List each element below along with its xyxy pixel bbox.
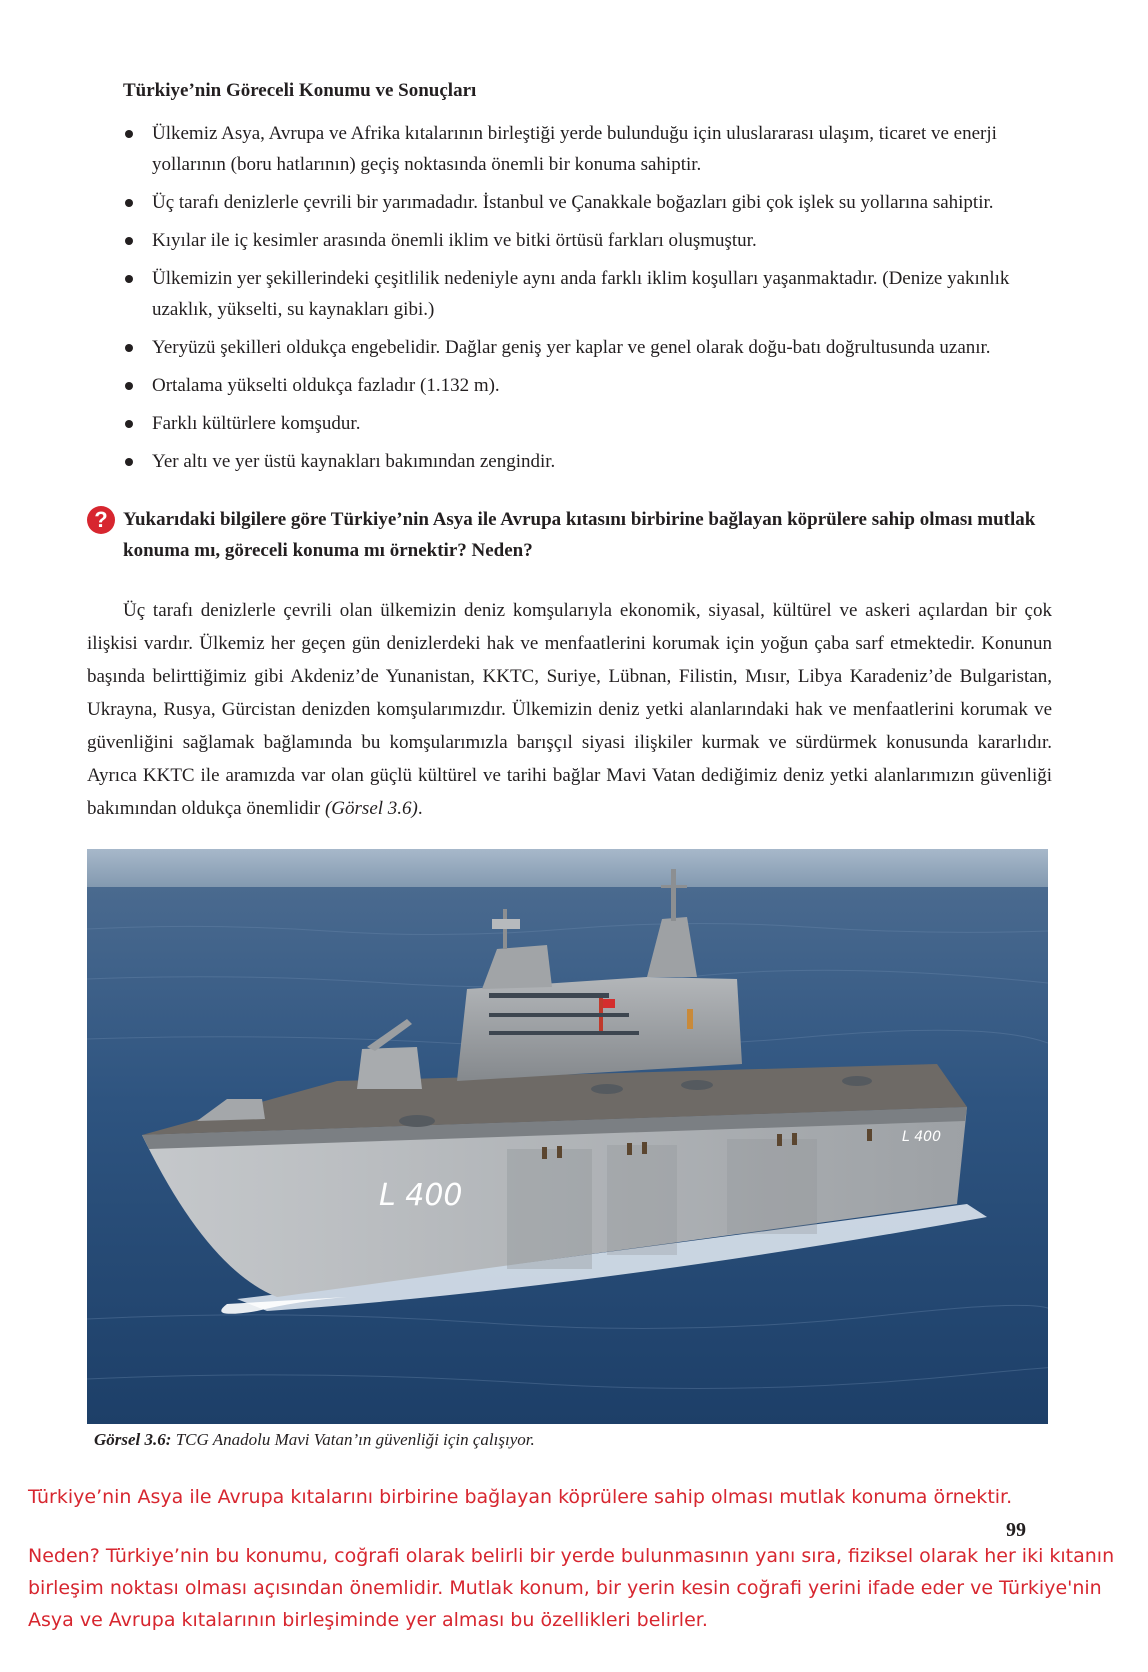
bullet-item [123, 263, 1048, 325]
question-text: Yukarıdaki bilgilere göre Türkiye’nin Asya ile Avrupa kıtasını birbirine bağlayan köprülere sahip olması mutlak konuma mı, göreceli konuma mı örnektir? Neden? [123, 509, 1036, 561]
bullet-text: Yeryüzü şekilleri oldukça engebelidir. Dağlar geniş yer kaplar ve genel olarak doğu-batı doğrultusunda uzanır. [152, 337, 991, 358]
mast-yard [661, 885, 687, 888]
figure-caption [94, 1430, 535, 1450]
bullet-text: Ülkemizin yer şekillerindeki çeşitlilik nedeniyle aynı anda farklı iklim koşulları yaşanmaktadır. (Denize yakınlık uzaklık, yükselti, su kaynakları gibi.) [152, 268, 1010, 320]
hull-number-bow: L 400 [379, 1178, 463, 1213]
flag [603, 999, 615, 1008]
bullet-item [123, 446, 1048, 477]
bullet-dot-icon [125, 237, 133, 245]
bullet-dot-icon [125, 275, 133, 283]
page-number: 99 [1006, 1519, 1026, 1541]
bullet-dot-icon [125, 130, 133, 138]
caption-label: Görsel 3.6: [94, 1430, 172, 1449]
question-block [87, 504, 1052, 566]
radar [492, 919, 520, 929]
bullet-dot-icon [125, 344, 133, 352]
bullet-text: Ülkemiz Asya, Avrupa ve Afrika kıtalarının birleştiği yerde bulunduğu için uluslararası ulaşım, ticaret ve enerji yollarının (boru hatlarının) geçiş noktasında önemli bir konuma sahiptir. [152, 123, 997, 175]
bullet-dot-icon [125, 382, 133, 390]
answer-reason-line: Asya ve Avrupa kıtalarının birleşiminde yer alması bu özellikleri belirler. [28, 1609, 708, 1631]
main-mast [671, 869, 676, 921]
answer-reason-line: birleşim noktası olması açısından önemlidir. Mutlak konum, bir yerin kesin coğrafi yerini ifade eder ve Türkiye'nin [28, 1577, 1102, 1599]
paragraph-end: . [417, 798, 423, 819]
bullet-item [123, 225, 1048, 256]
bullet-item [123, 118, 1048, 180]
bullet-dot-icon [125, 420, 133, 428]
section-heading: Türkiye’nin Göreceli Konumu ve Sonuçları [123, 80, 477, 101]
funnel-band [687, 1009, 693, 1029]
question-icon: ? [87, 506, 115, 534]
paragraph-text: Üç tarafı denizlerle çevrili olan ülkemizin deniz komşularıyla ekonomik, siyasal, kültürel ve askeri açılardan bir çok ilişkisi vardır. Ülkemiz her geçen gün denizlerdeki hak ve menfaatlerini korumak için yoğun çaba sarf etmektedir. Konunun başında belirttiğimiz gibi Akdeniz’de Yunanistan, KKTC, Suriye, Lübnan, Filistin, Mısır, Libya Karadeniz’de Bulgaristan, Ukrayna, Rusya, Gürcistan denizden komşularımızdır. Ülkemizin deniz yetki alanlarındaki hak ve menfaatlerini korumak ve güvenliğini sağlamak bağlamında bu komşularımızla barışçıl siyasi ilişkiler kurmak ve sürdürmek konusunda kararlıdır. Ayrıca KKTC ile aramızda var olan güçlü kültürel ve tarihi bağlar Mavi Vatan dediğimiz deniz yetki alanlarımızın güvenliği bakımından oldukça önemlidir [87, 600, 1052, 819]
bullet-dot-icon [125, 199, 133, 207]
bullet-text: Üç tarafı denizlerle çevrili bir yarımadadır. İstanbul ve Çanakkale boğazları gibi çok işlek su yollarına sahiptir. [152, 192, 994, 213]
bullet-text: Ortalama yükselti oldukça fazladır (1.132 m). [152, 375, 500, 396]
answer-line-1: Türkiye’nin Asya ile Avrupa kıtalarını birbirine bağlayan köprülere sahip olması mutlak konuma örnektir. [28, 1486, 1013, 1508]
bullet-item [123, 370, 1048, 401]
caption-text: TCG Anadolu Mavi Vatan’ın güvenliği için çalışıyor. [171, 1430, 535, 1449]
bullet-text: Farklı kültürlere komşudur. [152, 413, 361, 434]
bullet-list [123, 118, 1048, 484]
bullet-dot-icon [125, 458, 133, 466]
body-paragraph [87, 594, 1052, 825]
bullet-item [123, 187, 1048, 218]
hull-number-stern: L 400 [902, 1129, 941, 1145]
bow-crane-base [357, 1047, 422, 1089]
bullet-text: Yer altı ve yer üstü kaynakları bakımından zengindir. [152, 451, 556, 472]
answer-reason [28, 1540, 1114, 1636]
ship-photo [87, 849, 1048, 1424]
bullet-item [123, 408, 1048, 439]
sky [87, 849, 1048, 891]
bullet-text: Kıyılar ile iç kesimler arasında önemli iklim ve bitki örtüsü farkları oluşmuştur. [152, 230, 757, 251]
bullet-item [123, 332, 1048, 363]
figure-reference: (Görsel 3.6) [324, 798, 418, 819]
answer-reason-line: Neden? Türkiye’nin bu konumu, coğrafi olarak belirli bir yerde bulunmasının yanı sıra, fiziksel olarak her iki kıtanın [28, 1545, 1115, 1567]
ship-illustration [87, 849, 1048, 1424]
